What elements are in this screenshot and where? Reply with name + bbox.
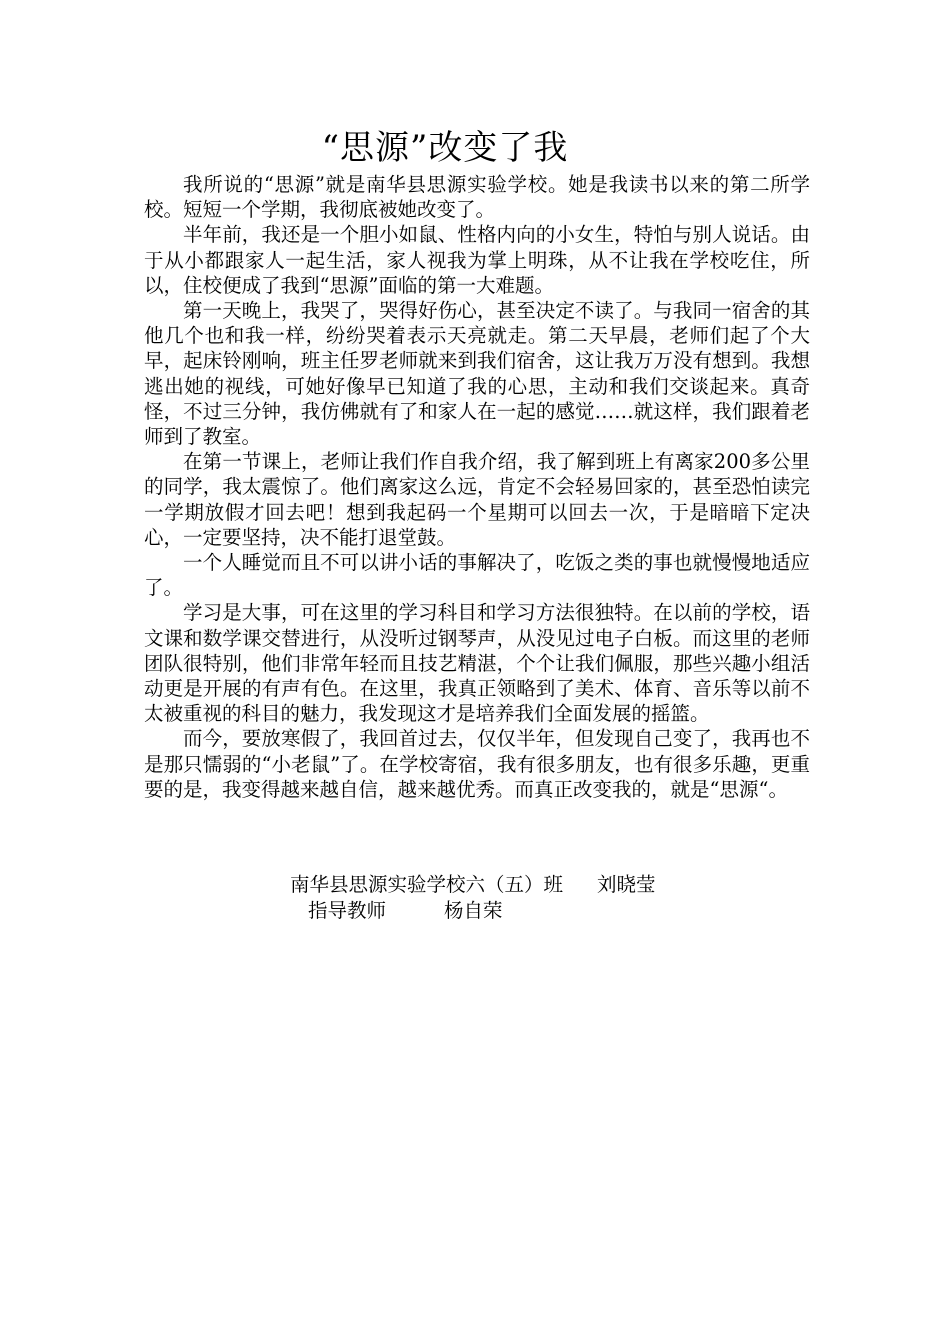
paragraph-6: 学习是大事，可在这里的学习科目和学习方法很独特。在以前的学校，语文课和数学课交替进行，从没听过钢琴声，从没见过电子白板。而这里的老师团队很特别，他们非常年轻而且技艺精湛，个个让我们佩服，那些兴趣小组活动更是开展的有声有色。在这里，我真正领略到了美术、体育、音乐等以前不太被重视的科目的魅力，我发现这才是培养我们全面发展的摇篮。 bbox=[144, 601, 810, 726]
essay-body bbox=[144, 172, 810, 802]
teacher-label: 指导教师 bbox=[308, 899, 387, 922]
paragraph-4: 在第一节课上，老师让我们作自我介绍，我了解到班上有离家200多公里的同学，我太震惊了。他们离家这么远，肯定不会轻易回家的，甚至恐怕读完一学期放假才回去吧！想到我起码一个星期可以回去一次，于是暗暗下定决心，一定要坚持，决不能打退堂鼓。 bbox=[144, 450, 810, 549]
school-class: 南华县思源实验学校六（五）班 bbox=[290, 873, 564, 896]
author-name: 刘晓莹 bbox=[597, 873, 656, 896]
teacher-name: 杨自荣 bbox=[444, 899, 503, 922]
signature-line-author bbox=[290, 872, 656, 898]
paragraph-5: 一个人睡觉而且不可以讲小话的事解决了，吃饭之类的事也就慢慢地适应了。 bbox=[144, 551, 810, 600]
signature-line-teacher bbox=[290, 898, 656, 924]
essay-title: “思源”改变了我 bbox=[321, 128, 569, 168]
paragraph-7: 而今，要放寒假了，我回首过去，仅仅半年，但发现自己变了，我再也不是那只懦弱的“小老鼠”了。在学校寄宿，我有很多朋友，也有很多乐趣，更重要的是，我变得越来越自信，越来越优秀。而真正改变我的，就是“思源“。 bbox=[144, 727, 810, 801]
paragraph-2: 半年前，我还是一个胆小如鼠、性格内向的小女生，特怕与别人说话。由于从小都跟家人一起生活，家人视我为掌上明珠，从不让我在学校吃住，所以，住校便成了我到“思源”面临的第一大难题。 bbox=[144, 223, 810, 297]
paragraph-1: 我所说的“思源”就是南华县思源实验学校。她是我读书以来的第二所学校。短短一个学期，我彻底被她改变了。 bbox=[144, 173, 810, 222]
signature-block bbox=[290, 872, 656, 924]
paragraph-3: 第一天晚上，我哭了，哭得好伤心，甚至决定不读了。与我同一宿舍的其他几个也和我一样，纷纷哭着表示天亮就走。第二天早晨，老师们起了个大早，起床铃刚响，班主任罗老师就来到我们宿舍，这让我万万没有想到。我想逃出她的视线，可她好像早已知道了我的心思，主动和我们交谈起来。真奇怪，不过三分钟，我仿佛就有了和家人在一起的感觉……就这样，我们跟着老师到了教室。 bbox=[144, 299, 810, 449]
